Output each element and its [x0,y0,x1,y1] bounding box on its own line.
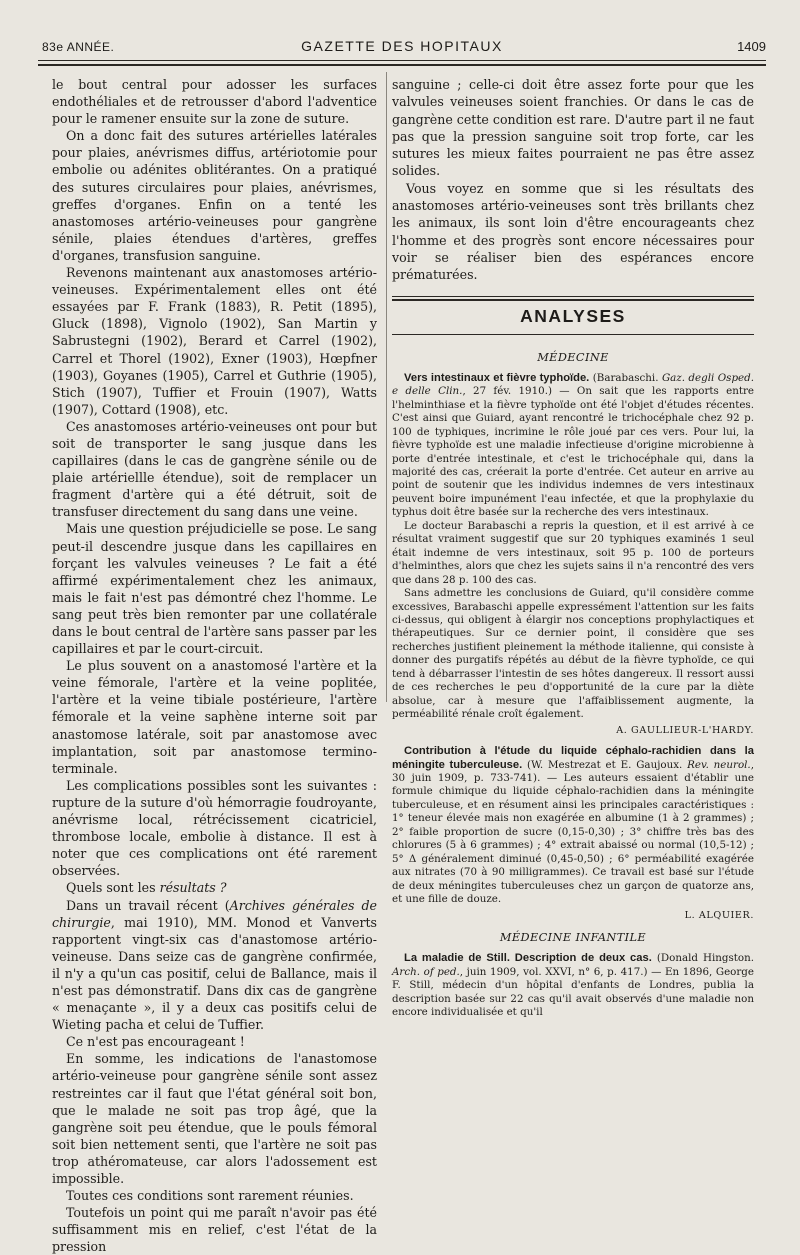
section-heading-medecine: MÉDECINE [537,350,609,364]
article-title: Vers intestinaux et fièvre typhoïde. [404,371,590,384]
right-column [392,76,754,1020]
article-maladie-de-still [392,952,754,1019]
journal-citation: Arch. of ped. [392,965,460,978]
paragraph: Les complications possibles sont les suivantes : rupture de la suture d'où hémorragie foudroyante, anévrisme local, rétrécissement cicatriciel, thrombose locale, embolie à distance. Il est à noter que ces complications ont été rarement observées. [52,777,377,879]
paragraph: Vous voyez en somme que si les résultats des anastomoses artério-veineuses sont très brillants chez les animaux, ils sont loin d'être encourageants chez l'homme et des progrès sont encore nécessaires pour voir se réaliser bien des espérances encore prématurées. [392,180,754,283]
paragraph: Ces anastomoses artério-veineuses ont pour but soit de transporter le sang jusque dans les capillaires (dans le cas de gangrène sénile ou de plaie artériellle étendue), soit de remplacer un fragment d'artère qui a été détruit, soit de transfuser directement du sang dans une veine. [52,418,377,520]
results-word: résultats ? [159,880,227,896]
paragraph: Toutefois un point qui me paraît n'avoir pas été suffisamment mis en relief, c'est l'état de la pression [52,1205,377,1255]
author-signature: A. GAULLIEUR-L'HARDY. [616,724,754,736]
section-rule [392,334,754,335]
article-title: Contribution à l'étude du liquide céphalo-rachidien dans la méningite tuberculeuse. [392,745,754,771]
results-lead: Quels sont les [66,880,160,896]
paragraph: sanguine ; celle-ci doit être assez forte pour que les valvules veineuses soient franchies. Or dans le cas de gangrène cette condition est rare. D'autre part il ne faut pas que la pression sanguine soit trop forte, car les sutures les mieux faites pourraient ne pas être assez solides. [392,77,754,179]
article-intro [392,952,754,1019]
section-title: ANALYSES [520,305,626,326]
journal-citation: Rev. neurol. [687,758,751,771]
page-header [38,34,766,56]
page-number: 1409 [737,39,766,54]
text-run: (Barabaschi. [589,371,662,384]
text-run: (Donald Hingston. [651,952,755,965]
results-question [52,879,377,896]
paragraph: Ce n'est pas encourageant ! [66,1034,245,1050]
issue-label: 83e ANNÉE. [42,40,115,54]
paragraph: Le docteur Barabaschi a repris la question, et il est arrivé à ce résultat vraiment suggestif que sur 20 typhiques examinés 1 seul était indemne de vers intestinaux, soit 95 p. 100 de porteurs d'helminthes, alors que chez les sujets sains il n'a rencontré des vers que dans 28 p. 100 des cas. [392,519,754,586]
paragraph: le bout central pour adosser les surfaces endothéliales et de retrousser d'abord l'adventice pour le ramener ensuite sur la zone de suture. [52,77,377,127]
journal-citation: Archives générales de chirurgie [52,897,377,930]
paragraph: Le plus souvent on a anastomosé l'artère et la veine fémorale, l'artère et la veine poplitée, l'artère et la veine tibiale postérieure, l'artère fémorale et la veine saphène interne soit par anastomose latérale, soit par anastomose avec implantation, soit par anastomose termino-terminale. [52,658,377,776]
left-column [52,76,377,1255]
article-intro [392,372,754,520]
text-run: , 30 juin 1909, p. 733-741). — Les auteurs essaient d'établir une formule chimique du liquide céphalo-rachidien dans la méningite tuberculeuse, et en résument ainsi les principales caractéristiques : 1° teneur élevée mais non exagérée en albumine (1 à 2 grammes) ; 2° faible proportion de sucre (0,15-0,30) ; 3° chiffre très bas des chlorures (5 à 6 grammes) ; 4° extrait abaissé ou normal (10,5-12) ; 5° Δ généralement diminué (0,45-0,50) ; 6° perméabilité exagérée aux nitrates (70 à 90 milligrammes). Ce travail est basé sur l'étude de deux méningites tuberculeuses chez un garçon de quatorze ans, et une fille de douze. [392,758,754,906]
paragraph: Revenons maintenant aux anastomoses artério-veineuses. Expérimentalement elles ont été essayées par F. Frank (1883), R. Petit (1895), Gluck (1898), Vignolo (1902), San Martin y Sabrustegni (1902), Berard et Carrel (1902), Carrel et Thorel (1902), Exner (1903), Hœpfner (1903), Goyanes (1905), Carrel et Guthrie (1905), Stich (1907), Tuffier et Frouin (1907), Watts (1907), Cottard (1908), etc. [52,265,377,417]
section-rule [392,299,754,301]
article-intro [392,745,754,906]
text-run: Dans un travail récent ( [66,897,230,913]
article-liquide-cephalo-rachidien [392,745,754,922]
journal-citation: Gaz. degli Osped. e delle Clin. [392,371,755,398]
analyses-banner [392,290,754,342]
article-vers-intestinaux [392,372,754,737]
header-rule-top [38,60,766,61]
section-heading-medecine-infantile: MÉDECINE INFANTILE [499,930,647,944]
paragraph: On a donc fait des sutures artérielles latérales pour plaies, anévrismes diffus, artériotomie pour embolie ou adénites oblitérantes. On a pratiqué des sutures circulaires pour plaies, anévrismes, greffes d'organes. Enfin on a tenté les anastomoses artério-veineuses pour gangrène sénile, plaies étendues d'artères, greffes d'organes, transfusion sanguine. [52,128,377,263]
header-rule-bottom [38,64,766,66]
text-run: (W. Mestrezat et E. Gaujoux. [522,758,688,771]
paragraph: Mais une question préjudicielle se pose. Le sang peut-il descendre jusque dans les capillaires en forçant les valvules veineuses ? Le fait a été affirmé expérimentalement chez les animaux, mais le fait n'est pas démontré chez l'homme. Le sang peut très bien remonter par une collatérale dans le bout central de l'artère sans passer par les capillaires et par le court-circuit. [52,521,377,657]
column-separator [386,72,387,702]
journal-title: GAZETTE DES HOPITAUX [301,38,503,54]
author-signature: L. ALQUIER. [684,909,754,921]
paragraph [52,897,377,1034]
section-rule [392,296,754,297]
article-title: La maladie de Still. Description de deux cas. [404,952,652,965]
paragraph: Sans admettre les conclusions de Guiard, qu'il considère comme excessives, Barabaschi appelle expressément l'attention sur les faits ci-dessus, qui obligent à élargir nos conceptions prophylactiques et thérapeutiques. Sur ce dernier point, il considère que ses recherches justifient pleinement la méthode italienne, qui consiste à donner des purgatifs répétés au début de la fièvre typhoïde, ce qui tend à débarrasser l'intestin de ses hôtes dangereux. Il ressort aussi de ces recherches le peu d'opportunité de la cure par la diète absolue, car à mesure que l'affaiblissement augmente, la perméabilité rénale croît également. [392,587,754,721]
text-run: , juin 1909, vol. XXVI, n° 6, p. 417.) — En 1896, George F. Still, médecin d'un hôpital d'enfants de Londres, publia la description basée sur 22 cas qu'il avait observés d'une maladie non encore individualisée et qu'il [392,965,754,1019]
paragraph: Toutes ces conditions sont rarement réunies. [66,1188,354,1204]
text-run: , 27 fév. 1910.) — On sait que les rapports entre l'helminthiase et la fièvre typhoïde ont été l'objet d'études récentes. C'est ainsi que Guiard, ayant rencontré le trichocéphale chez 92 p. 100 de typhiques, incrimine le rôle joué par ces vers. Pour lui, la fièvre typhoïde est une maladie infectieuse d'origine microbienne à porte d'entrée intestinale, et c'est le trichocéphale qui, dans la majorité des cas, créerait la porte d'entrée. Cet auteur en arrive au point de soutenir que les individus indemnes de vers intestinaux peuvent boire impunément l'eau infectée, et que la prophylaxie du typhus doit être basée sur la recherche des vers intestinaux. [392,385,754,519]
paragraph: En somme, les indications de l'anastomose artério-veineuse pour gangrène sénile sont assez restreintes car il faut que l'état général soit bon, que le malade ne soit pas trop âgé, que la gangrène soit peu étendue, que le pouls fémoral soit bien nettement senti, que l'artère ne soit pas trop athéromateuse, car alors l'adossement est impossible. [52,1051,377,1186]
text-run: , mai 1910), MM. Monod et Vanverts rapportent vingt-six cas d'anastomose artério-veineuse. Dans seize cas de gangrène confirmée, il n'y a qu'un cas positif, celui de Ballance, mais il n'est pas démonstratif. Dans dix cas de gangrène « menaçante », il y a deux cas positifs celui de Wieting pacha et celui de Tuffier. [52,914,377,1033]
